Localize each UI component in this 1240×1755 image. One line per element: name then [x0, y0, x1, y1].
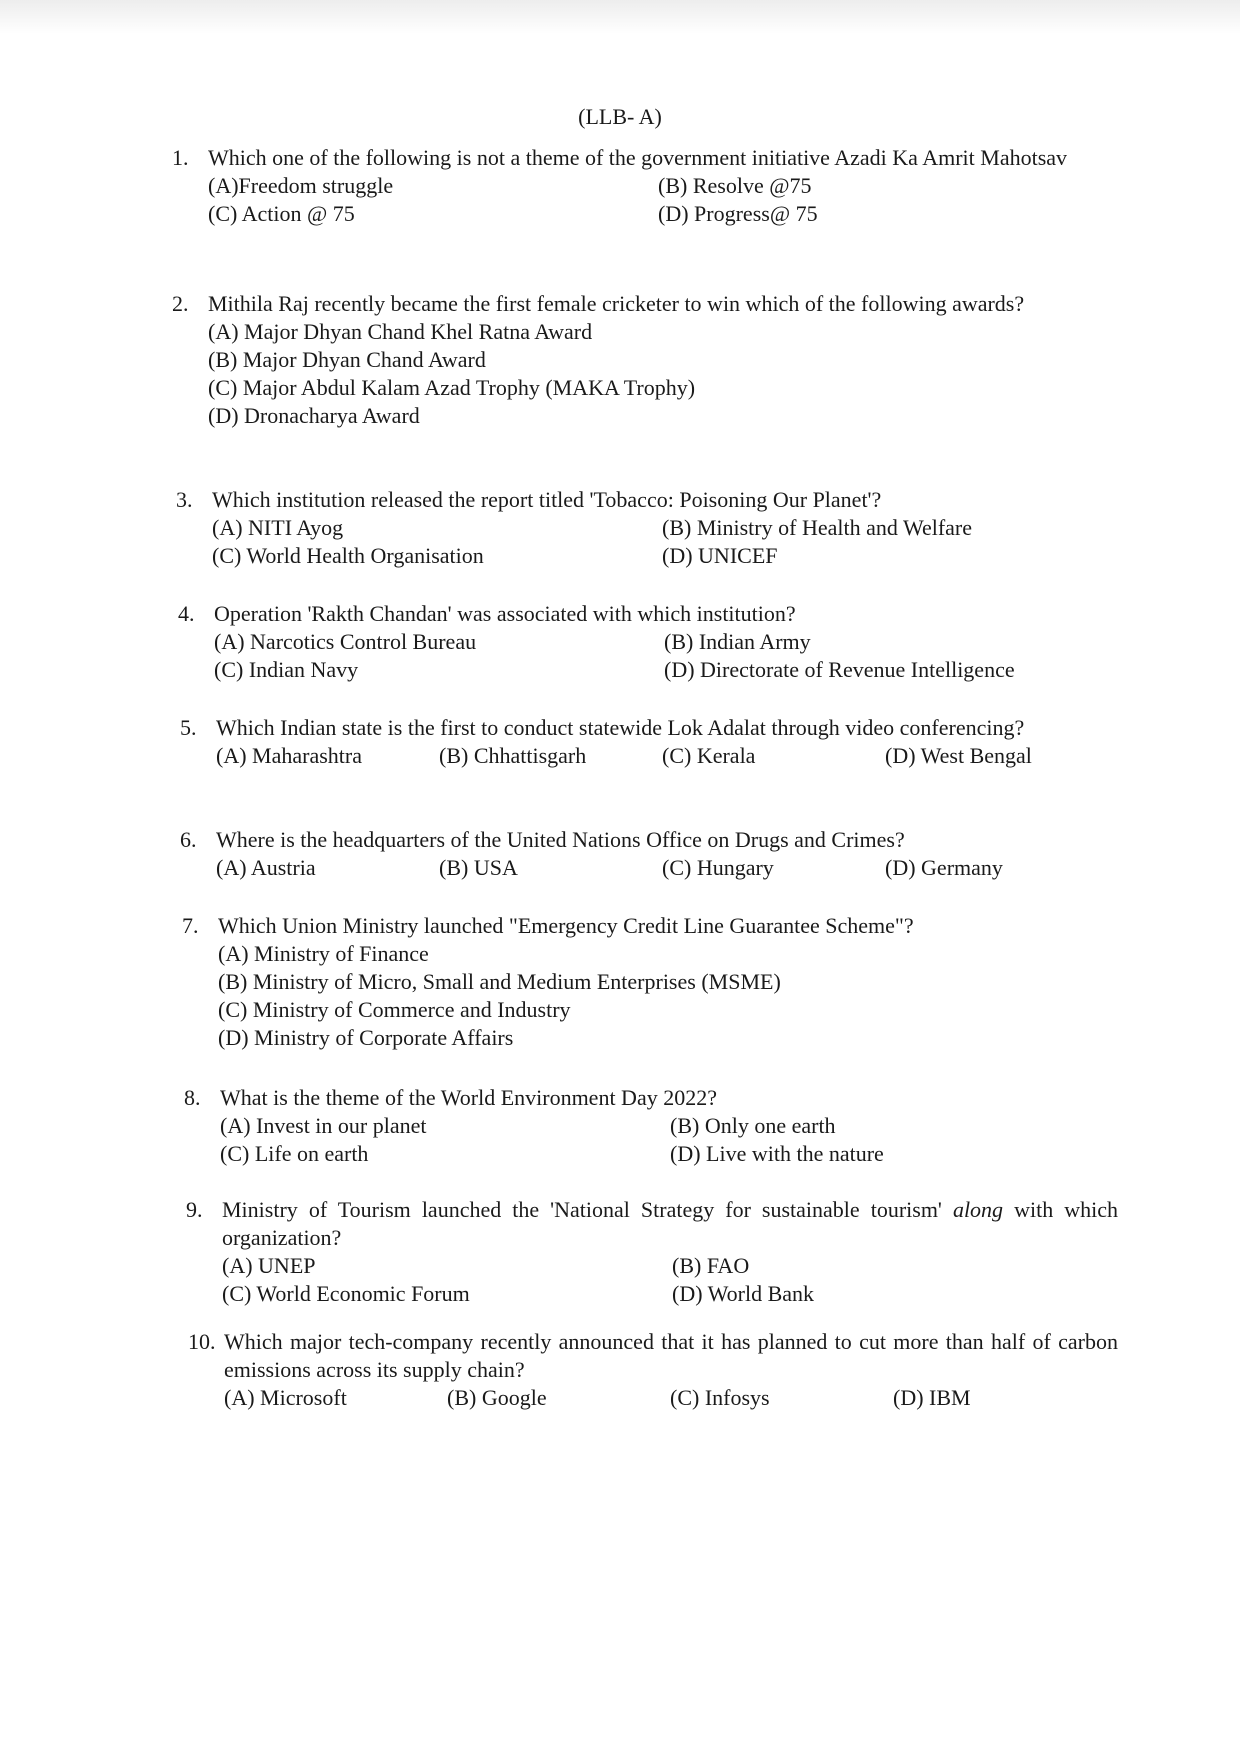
- option-a: (A) Maharashtra: [216, 743, 362, 768]
- question-9: [186, 1196, 1118, 1308]
- question-1: [172, 144, 1112, 228]
- option-list: [218, 940, 1122, 1052]
- question-text: Which Union Ministry launched "Emergency Credit Line Guarantee Scheme"?: [218, 913, 914, 938]
- option-c: (C) Infosys: [670, 1385, 770, 1410]
- option-a: (A) Ministry of Finance: [218, 941, 429, 966]
- option-d: (D) Ministry of Corporate Affairs: [218, 1025, 514, 1050]
- question-number: 5.: [180, 715, 197, 740]
- option-a: (A) NITI Ayog: [212, 515, 344, 540]
- question-10: [188, 1328, 1118, 1412]
- question-8: [184, 1084, 1124, 1168]
- option-a: (A) Microsoft: [224, 1385, 347, 1410]
- question-number: 6.: [180, 827, 197, 852]
- option-a: (A)Freedom struggle: [208, 173, 394, 198]
- option-c: (C) Action @ 75: [208, 201, 355, 226]
- question-text-part: Ministry of Tourism launched the 'National Strategy for sustainable tourism': [222, 1197, 953, 1222]
- question-text: [222, 1196, 1118, 1252]
- question-number: 9.: [186, 1197, 203, 1222]
- question-text: Which one of the following is not a theme of the government initiative Azadi Ka Amrit Mahotsav: [208, 145, 1068, 170]
- option-b: (B) Ministry of Micro, Small and Medium Enterprises (MSME): [218, 969, 781, 994]
- question-text-emphasis: along: [952, 1197, 1004, 1222]
- option-b: (B) Major Dhyan Chand Award: [208, 347, 486, 372]
- option-c: (C) Life on earth: [220, 1141, 369, 1166]
- option-c: (C) Hungary: [662, 855, 774, 880]
- question-6: [180, 826, 1120, 882]
- option-list: [220, 1112, 1124, 1168]
- option-b: (B) Only one earth: [670, 1113, 836, 1138]
- option-a: (A) Narcotics Control Bureau: [214, 629, 477, 654]
- question-number: 8.: [184, 1085, 201, 1110]
- question-number: 7.: [182, 913, 199, 938]
- question-text: What is the theme of the World Environment Day 2022?: [220, 1085, 717, 1110]
- option-d: (D) IBM: [893, 1385, 971, 1410]
- option-d: (D) Progress@ 75: [658, 201, 818, 226]
- option-list: [208, 318, 1112, 430]
- option-d: (D) Directorate of Revenue Intelligence: [664, 657, 1015, 682]
- question-number: 2.: [172, 291, 189, 316]
- question-text: Operation 'Rakth Chandan' was associated with which institution?: [214, 601, 796, 626]
- option-b: (B) USA: [439, 855, 518, 880]
- option-list: [216, 742, 1120, 770]
- paper-code: (LLB- A): [578, 104, 662, 129]
- option-a: (A) UNEP: [222, 1253, 316, 1278]
- option-c: (C) World Health Organisation: [212, 543, 484, 568]
- question-text: Mithila Raj recently became the first female cricketer to win which of the following awards?: [208, 291, 1025, 316]
- option-b: (B) FAO: [672, 1253, 750, 1278]
- option-c: (C) Kerala: [662, 743, 756, 768]
- option-b: (B) Google: [447, 1385, 547, 1410]
- question-number: 1.: [172, 145, 189, 170]
- question-number: 10.: [188, 1329, 216, 1354]
- option-a: (A) Major Dhyan Chand Khel Ratna Award: [208, 319, 593, 344]
- option-c: (C) Indian Navy: [214, 657, 359, 682]
- option-list: [212, 514, 1116, 570]
- question-3: [176, 486, 1116, 570]
- option-b: (B) Ministry of Health and Welfare: [662, 515, 973, 540]
- question-text: Which major tech-company recently announced that it has planned to cut more than half of carbon emissions across its supply chain?: [224, 1329, 1118, 1382]
- option-d: (D) World Bank: [672, 1281, 815, 1306]
- option-list: [224, 1384, 1118, 1412]
- question-4: [178, 600, 1118, 684]
- option-d: (D) Dronacharya Award: [208, 403, 420, 428]
- question-text: Where is the headquarters of the United Nations Office on Drugs and Crimes?: [216, 827, 905, 852]
- question-text: Which Indian state is the first to conduct statewide Lok Adalat through video conferencing?: [216, 715, 1025, 740]
- option-d: (D) UNICEF: [662, 543, 778, 568]
- option-c: (C) Major Abdul Kalam Azad Trophy (MAKA Trophy): [208, 375, 696, 400]
- option-a: (A) Invest in our planet: [220, 1113, 427, 1138]
- question-7: [182, 912, 1122, 1052]
- option-list: [208, 172, 1112, 228]
- option-c: (C) Ministry of Commerce and Industry: [218, 997, 571, 1022]
- option-d: (D) Live with the nature: [670, 1141, 884, 1166]
- option-d: (D) Germany: [885, 855, 1003, 880]
- question-text: Which institution released the report titled 'Tobacco: Poisoning Our Planet'?: [212, 487, 882, 512]
- option-b: (B) Chhattisgarh: [439, 743, 587, 768]
- option-d: (D) West Bengal: [885, 743, 1032, 768]
- option-b: (B) Resolve @75: [658, 173, 812, 198]
- option-list: [216, 854, 1120, 882]
- question-5: [180, 714, 1120, 770]
- question-text-part: with which organization?: [222, 1197, 1118, 1250]
- option-a: (A) Austria: [216, 855, 316, 880]
- option-list: [214, 628, 1118, 684]
- option-c: (C) World Economic Forum: [222, 1281, 470, 1306]
- option-list: [222, 1252, 1118, 1308]
- question-number: 3.: [176, 487, 193, 512]
- scan-edge-shade: [0, 0, 1240, 34]
- question-number: 4.: [178, 601, 195, 626]
- question-2: [172, 290, 1112, 430]
- option-b: (B) Indian Army: [664, 629, 811, 654]
